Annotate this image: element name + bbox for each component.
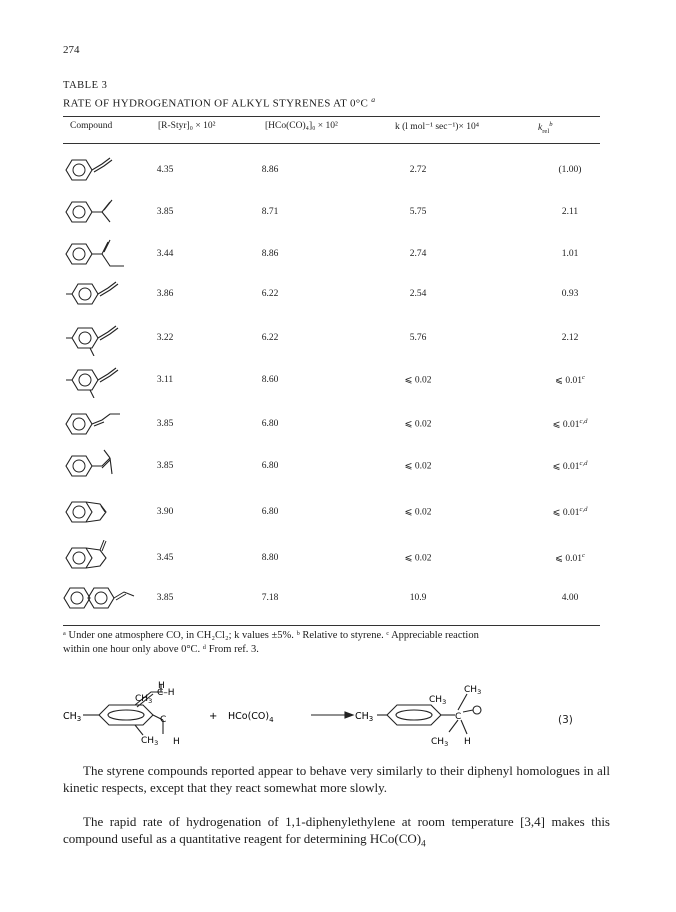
cell-styr-value: 3.45 xyxy=(156,553,174,563)
cell-styr xyxy=(157,375,173,385)
cell-hco-value: 6.22 xyxy=(261,289,279,299)
structure-2,4-dimethylstyrene xyxy=(60,362,138,398)
cell-k-value: ⩽ 0.02 xyxy=(404,419,432,430)
reactant-ch3: $CH_3$ xyxy=(63,711,82,723)
cell-krel xyxy=(553,418,588,430)
product-ch3: $CH_3$ xyxy=(355,711,374,723)
cell-k xyxy=(405,507,432,518)
table-title-note: a xyxy=(371,95,376,104)
cell-hco xyxy=(262,207,279,217)
cell-krel-value: 2.11 xyxy=(561,207,579,217)
cell-k-value: 5.76 xyxy=(409,333,427,343)
cell-krel xyxy=(562,333,579,343)
cell-styr xyxy=(157,165,174,175)
cell-krel xyxy=(553,460,588,472)
header-krel-sub: rel xyxy=(542,128,550,136)
cell-k xyxy=(405,553,432,564)
cell-hco-value: 6.22 xyxy=(261,333,279,343)
product-alpha-ch3: $CH_3$ xyxy=(464,685,482,696)
cell-styr-value: 3.90 xyxy=(156,507,174,517)
header-krel xyxy=(538,121,553,135)
cell-hco-value: 6.80 xyxy=(261,419,279,429)
cell-krel-note: c,d xyxy=(579,459,588,467)
cell-k xyxy=(405,419,432,430)
cell-hco xyxy=(262,375,279,385)
structure-beta,beta-dimethylstyrene xyxy=(60,448,138,484)
header-styr: [R-Styr]₀ × 10² xyxy=(158,121,216,131)
cell-k-value: ⩽ 0.02 xyxy=(404,553,432,564)
cell-k-value: 2.74 xyxy=(409,249,427,259)
cell-hco xyxy=(262,249,279,259)
table-footnote-1: ᵃ Under one atmosphere CO, in CH₂Cl₂; k values ±5%. ᵇ Relative to styrene. ᶜ Appreciable reaction xyxy=(63,630,479,641)
cell-hco xyxy=(262,419,279,429)
cell-k xyxy=(410,593,427,603)
product-h-bottom: H xyxy=(464,737,471,747)
cell-styr-value: 3.85 xyxy=(156,207,174,217)
product-ortho-ch3: $CH_3$ xyxy=(429,695,447,706)
cell-k-value: 2.72 xyxy=(409,165,427,175)
cell-krel xyxy=(562,207,578,217)
cell-styr xyxy=(157,507,174,517)
cell-styr xyxy=(157,333,174,343)
reaction-scheme xyxy=(63,680,603,760)
table-label: TABLE 3 xyxy=(63,80,108,91)
table-bottom-rule xyxy=(63,625,600,626)
cell-styr-value: 3.22 xyxy=(156,333,174,343)
cell-krel-value: 0.93 xyxy=(561,289,579,299)
cell-styr-value: 3.11 xyxy=(156,375,174,385)
product-c: C xyxy=(455,712,462,722)
cell-k-value: ⩽ 0.02 xyxy=(404,507,432,518)
cell-krel-note: c xyxy=(582,373,585,381)
cell-k-value: ⩽ 0.02 xyxy=(404,461,432,472)
reactant-ch3-bottom: $CH_3$ xyxy=(141,736,159,747)
cell-k xyxy=(410,207,427,217)
cell-k xyxy=(410,333,427,343)
cell-k xyxy=(410,249,427,259)
cell-hco-value: 8.71 xyxy=(261,207,279,217)
structure-2-vinylnaphthalene xyxy=(60,580,138,616)
scheme-plus: + xyxy=(209,711,218,722)
cell-krel-value: (1.00) xyxy=(558,165,582,175)
structure-alpha-methylstyrene xyxy=(60,194,138,230)
cell-hco xyxy=(262,289,279,299)
cell-krel-value: ⩽ 0.01 xyxy=(555,554,583,565)
paragraph-2 xyxy=(63,813,610,853)
header-compound: Compound xyxy=(70,121,113,131)
cell-krel xyxy=(553,506,588,518)
table-header-rule xyxy=(63,143,600,144)
cell-hco-value: 8.60 xyxy=(261,375,279,385)
cell-styr-value: 3.44 xyxy=(156,249,174,259)
header-hco: [HCo(CO)₄]₀ × 10² xyxy=(265,121,338,131)
structure-indene xyxy=(60,494,138,530)
cell-krel-value: ⩽ 0.01 xyxy=(552,420,580,431)
reactant-c: C xyxy=(160,715,167,725)
cell-krel-value: 1.01 xyxy=(561,249,579,259)
cell-krel xyxy=(562,249,579,259)
cell-hco xyxy=(262,593,279,603)
reaction-arrow xyxy=(311,712,353,718)
reactant-h-top: H xyxy=(158,681,165,691)
cell-hco-value: 8.86 xyxy=(261,249,279,259)
cell-k xyxy=(410,165,427,175)
table-top-rule xyxy=(63,116,600,117)
cell-hco xyxy=(262,165,279,175)
cell-krel xyxy=(555,552,585,564)
cell-k-value: ⩽ 0.02 xyxy=(404,375,432,386)
cell-k xyxy=(405,375,432,386)
structure-p-methyl-alpha-methylstyrene xyxy=(60,320,138,356)
cell-k-value: 10.9 xyxy=(409,593,427,603)
cell-hco-value: 6.80 xyxy=(261,461,279,471)
reactant-h-bottom: H xyxy=(173,737,180,747)
page-number: 274 xyxy=(63,44,80,56)
cell-krel xyxy=(562,593,579,603)
cell-styr xyxy=(157,289,174,299)
structure-styrene xyxy=(60,152,138,188)
reactant-ch: C–H xyxy=(157,688,175,698)
cell-styr-value: 4.35 xyxy=(156,165,174,175)
cell-styr xyxy=(157,249,174,259)
cell-krel-value: ⩽ 0.01 xyxy=(552,462,580,473)
header-krel-k: k xyxy=(538,123,543,134)
paragraph-1-text: The styrene compounds reported appear to behave very similarly to their diphenyl homologues in all kinetic respects, except that they react somewhat more slowly. xyxy=(63,763,610,795)
cell-styr xyxy=(157,593,174,603)
structure-methyleneindane xyxy=(60,540,138,576)
cell-hco xyxy=(262,461,279,471)
cell-krel-note: c,d xyxy=(579,505,588,513)
table-title xyxy=(63,95,375,110)
cell-krel-note: c,d xyxy=(579,417,588,425)
structure-beta-methylstyrene xyxy=(60,406,138,442)
cell-styr xyxy=(157,207,174,217)
cell-k xyxy=(405,461,432,472)
table-title-text: RATE OF HYDROGENATION OF ALKYL STYRENES AT 0°C xyxy=(63,97,369,110)
cell-krel-note: c xyxy=(582,551,585,559)
cell-hco-value: 6.80 xyxy=(261,507,279,517)
cell-hco xyxy=(262,553,279,563)
cell-styr xyxy=(157,461,174,471)
cell-styr xyxy=(157,553,174,563)
cell-hco xyxy=(262,333,279,343)
cell-styr-value: 3.86 xyxy=(156,289,174,299)
paragraph-1 xyxy=(63,762,610,796)
header-krel-note: b xyxy=(549,121,553,128)
paragraph-2-sub: 4 xyxy=(421,838,426,849)
scheme-reagent: $HCo(CO)_4$ xyxy=(228,711,274,724)
cell-k-value: 2.54 xyxy=(409,289,427,299)
reactant-ortho-ch3: $CH_3$ xyxy=(135,694,153,705)
cell-krel-value: ⩽ 0.01 xyxy=(552,508,580,519)
cell-hco-value: 8.86 xyxy=(261,165,279,175)
cell-styr-value: 3.85 xyxy=(156,461,174,471)
cell-styr xyxy=(157,419,174,429)
cell-krel xyxy=(559,165,582,175)
structure-alpha-ethylstyrene xyxy=(60,236,138,272)
reactant-structure xyxy=(83,684,163,735)
cell-krel-value: ⩽ 0.01 xyxy=(555,376,583,387)
cell-krel-value: 4.00 xyxy=(561,593,579,603)
table-footnote-2: within one hour only above 0°C. ᵈ From ref. 3. xyxy=(63,644,259,655)
product-ch3-bottom: $CH_3$ xyxy=(431,737,449,748)
cell-hco xyxy=(262,507,279,517)
cell-styr-value: 3.85 xyxy=(156,593,174,603)
cell-styr-value: 3.85 xyxy=(156,419,174,429)
cell-krel xyxy=(555,374,585,386)
structure-p-methylstyrene xyxy=(60,276,138,312)
cell-krel xyxy=(562,289,579,299)
cell-hco-value: 7.18 xyxy=(261,593,279,603)
cell-k xyxy=(410,289,427,299)
header-k: k (l mol⁻¹ sec⁻¹)× 10⁴ xyxy=(395,122,480,132)
cell-krel-value: 2.12 xyxy=(561,333,579,343)
cell-hco-value: 8.80 xyxy=(261,553,279,563)
equation-number: (3) xyxy=(558,714,573,726)
paragraph-2-text: The rapid rate of hydrogenation of 1,1-diphenylethylene at room temperature [3,4] makes this compound useful as a quantitative reagent for determining HCo(CO) xyxy=(63,814,610,846)
cell-k-value: 5.75 xyxy=(409,207,427,217)
